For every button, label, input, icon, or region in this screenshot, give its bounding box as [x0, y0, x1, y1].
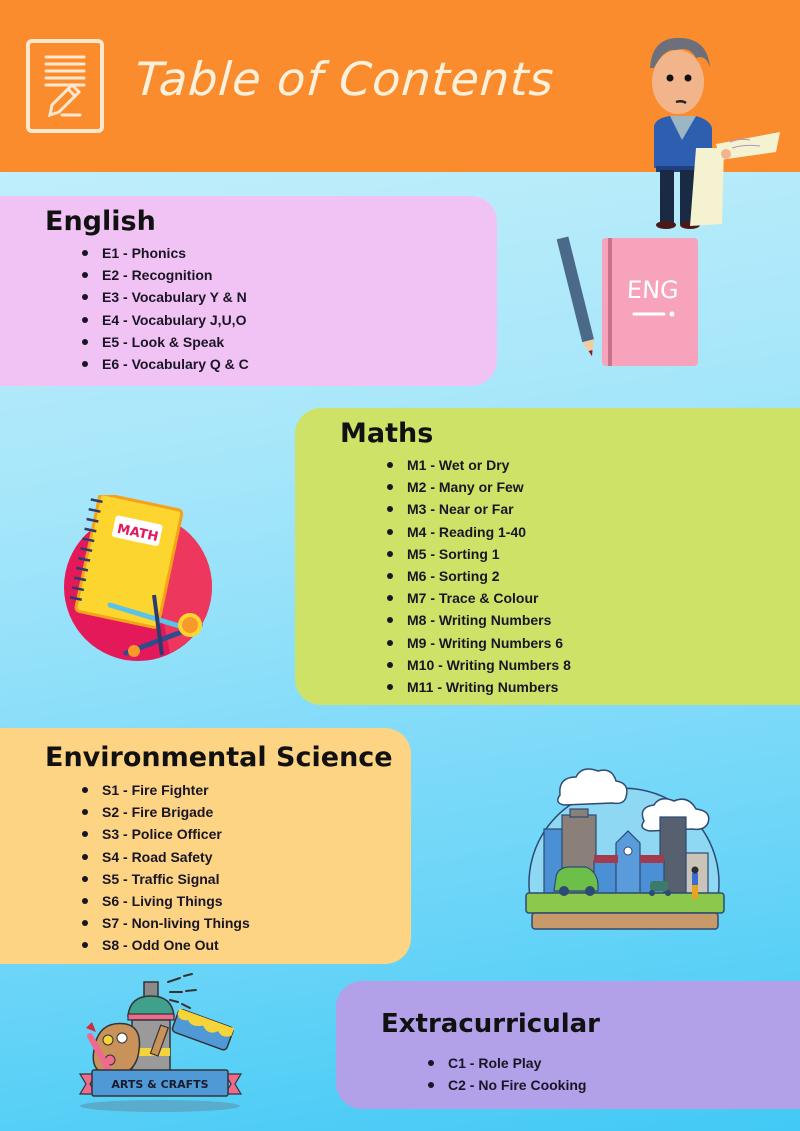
list-item[interactable]: M6 - Sorting 2	[387, 565, 571, 587]
eng-book-label: ENG	[626, 276, 680, 304]
math-book-label: MATH	[115, 521, 160, 546]
list-item[interactable]: C2 - No Fire Cooking	[428, 1074, 586, 1096]
section-environmental-science	[0, 728, 411, 964]
list-item[interactable]: M5 - Sorting 1	[387, 543, 571, 565]
page-title: Table of Contents	[133, 52, 557, 106]
english-topic-list	[82, 242, 249, 375]
teacher-character-icon	[620, 28, 790, 230]
list-item[interactable]: E3 - Vocabulary Y & N	[82, 286, 249, 308]
list-item[interactable]: M2 - Many or Few	[387, 476, 571, 498]
list-item[interactable]: S1 - Fire Fighter	[82, 779, 250, 801]
maths-topic-list	[387, 454, 571, 698]
math-notebook-compass-icon	[50, 495, 226, 671]
list-item[interactable]: M4 - Reading 1-40	[387, 521, 571, 543]
list-item[interactable]: M11 - Writing Numbers	[387, 676, 571, 698]
section-title-science: Environmental Science	[45, 742, 393, 773]
section-title-english: English	[45, 206, 156, 237]
list-item[interactable]: S5 - Traffic Signal	[82, 868, 250, 890]
list-item[interactable]: M1 - Wet or Dry	[387, 454, 571, 476]
list-item[interactable]: M8 - Writing Numbers	[387, 609, 571, 631]
section-english	[0, 196, 497, 386]
list-item[interactable]: M7 - Trace & Colour	[387, 587, 571, 609]
list-item[interactable]: S7 - Non-living Things	[82, 912, 250, 934]
list-item[interactable]: S8 - Odd One Out	[82, 934, 250, 956]
list-item[interactable]: M3 - Near or Far	[387, 498, 571, 520]
arts-crafts-banner-label: ARTS & CRAFTS	[111, 1078, 209, 1091]
list-item[interactable]: E5 - Look & Speak	[82, 331, 249, 353]
list-item[interactable]: S3 - Police Officer	[82, 823, 250, 845]
eng-book-pencil-icon	[552, 232, 702, 368]
list-item[interactable]: S2 - Fire Brigade	[82, 801, 250, 823]
section-maths	[295, 408, 800, 705]
list-item[interactable]: S6 - Living Things	[82, 890, 250, 912]
section-title-extracurricular: Extracurricular	[381, 1009, 601, 1039]
list-item[interactable]: M10 - Writing Numbers 8	[387, 654, 571, 676]
list-item[interactable]: E2 - Recognition	[82, 264, 249, 286]
list-item[interactable]: E1 - Phonics	[82, 242, 249, 264]
science-topic-list	[82, 779, 250, 957]
section-extracurricular	[336, 981, 800, 1109]
city-globe-icon	[520, 755, 730, 931]
list-item[interactable]: E4 - Vocabulary J,U,O	[82, 309, 249, 331]
list-item[interactable]: C1 - Role Play	[428, 1052, 586, 1074]
extracurricular-topic-list	[428, 1052, 586, 1096]
list-item[interactable]: E6 - Vocabulary Q & C	[82, 353, 249, 375]
list-item[interactable]: S4 - Road Safety	[82, 846, 250, 868]
list-item[interactable]: M9 - Writing Numbers 6	[387, 632, 571, 654]
arts-crafts-icon	[78, 968, 243, 1113]
document-edit-icon	[26, 39, 104, 133]
section-title-maths: Maths	[340, 418, 434, 449]
header-banner	[0, 0, 800, 172]
